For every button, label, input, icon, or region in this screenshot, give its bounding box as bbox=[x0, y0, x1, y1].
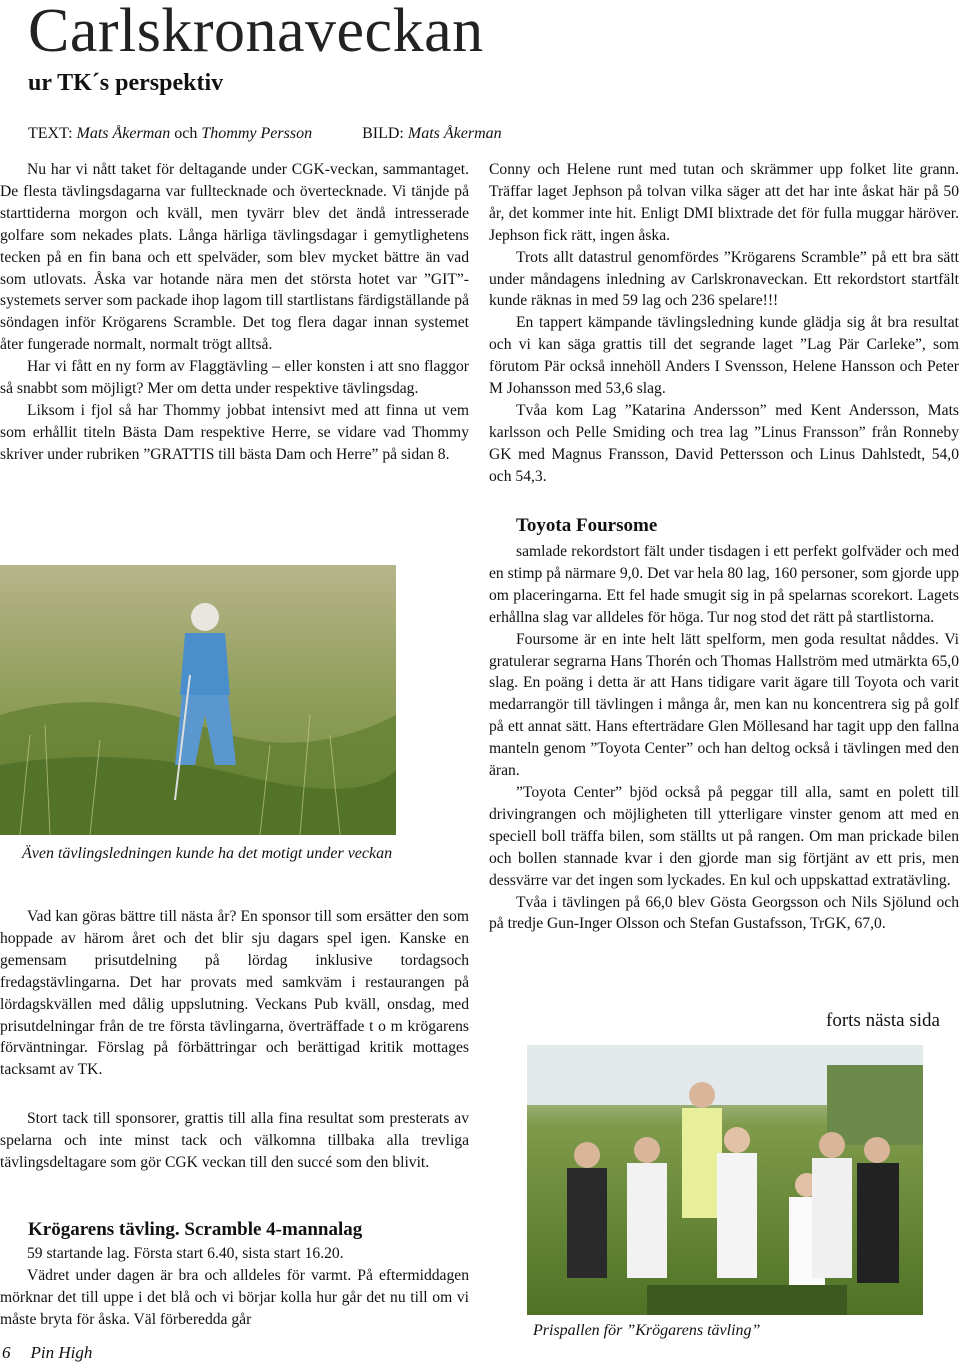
and-word: och bbox=[174, 125, 198, 142]
section-heading-toyota: Toyota Foursome bbox=[516, 515, 658, 536]
paragraph: Tvåa kom Lag ”Katarina Andersson” med Kent Andersson, Mats karlsson och Pelle Smiding och trea lag ”Linus Fransson” från Ronneby GK med Magnus Fransson, David Pettersson och Linus Dahlstedt, 54,0 och 54,3. bbox=[489, 401, 959, 485]
paragraph: Vad kan göras bättre till nästa år? En sponsor till som ersätter den som hoppade av härom året och det blir sju dagars spel igen. Kanske en gemensam prisutdelning på lördag inklusive tordagsoch fredagstävlingarna. Det har provats med samkväm i restaurangen på lördagskvällen med dålig uppslutning. Veckans Pub kväll, onsdag, med prisutdelningar från de tre första tävlingarna, överträffade t o m krögarens förväntningar. Förslag på förbättringar och berättigad kritik mottages tacksamt av TK. bbox=[0, 908, 469, 1079]
left-column-krogarens bbox=[0, 1243, 469, 1331]
paragraph: Stort tack till sponsorer, grattis till alla fina resultat som presterats av spelarna och inte minst tack och välkomna tillbaka alla trevliga tävlingsdeltagare som gör CGK veckan till den succé som den blivit. bbox=[0, 1110, 469, 1171]
photo-caption-right: Prispallen för ”Krögarens tävling” bbox=[533, 1322, 761, 1339]
text-author-2: Thommy Persson bbox=[201, 125, 313, 142]
right-column-intro bbox=[489, 159, 959, 488]
paragraph: Tvåa i tävlingen på 66,0 blev Gösta Georgsson och Nils Sjölund och på tredje Gun-Inger Olsson och Stefan Gustafsson, TrGK, 67,0. bbox=[489, 893, 959, 933]
section-heading-krogarens: Krögarens tävling. Scramble 4-mannalag bbox=[28, 1219, 363, 1240]
paragraph: Nu har vi nått taket för deltagande under CGK-veckan, sammantaget. De flesta tävlingsdagarna var fulltecknade och övertecknade. Vi tänjde på starttiderna morgon och kväll, men tyvärr blev det ändå intresserade golfare som nekades plats. Långa härliga tävlingsdagar i gemytlighetens tecken på en fin bana och ett spelväder, som blev mycket bättre än vad som utlovats. Åska var hotande nära men det största hotet var ”GIT”-systemets server som packade ihop lagom till startlistans färdigställande på söndagen inför Krögarens Scramble. Det tog flera dagar innan systemet åter fungerade normalt, normalt trögt alltså. bbox=[0, 161, 469, 354]
page-footer bbox=[2, 1343, 92, 1363]
photo-caption-left: Även tävlingsledningen kunde ha det motigt under veckan bbox=[22, 845, 393, 862]
photo-author: Mats Åkerman bbox=[407, 125, 502, 142]
byline bbox=[28, 125, 502, 143]
paragraph: En tappert kämpande tävlingsledning kunde glädja sig åt bra resultat och vi kan säga grattis till det segrande laget ”Lag Pär Carleke”, som förutom Pär också innehöll Anders I Svensson, Helene Hansson och Peter M Johansson med 53,6 slag. bbox=[489, 314, 959, 398]
paragraph: ”Toyota Center” bjöd också på peggar till alla, samt en polett till drivingrangen och möjligheten till ytterligare vinster genom att med en speciell boll träffa bilen, som ställts ut på rangen. Om man prickade bilen och bollen stannade kvar i den gjorde man sig förtjänt av ett pris, men dessvärre var det ingen som lyckades. En kul och uppskattad extratävling. bbox=[489, 783, 959, 889]
paragraph: samlade rekordstort fält under tisdagen i ett perfekt golfväder och med en stimp på närmare 9,0. Det var hela 80 lag, 160 personer, som gjorde upp om placeringarna. Ett fel hade smugit sig in på spelarnas scorekort. Lagets erhållna slag var alldeles för höga. Tur nog stod det rätt på startlistorna. bbox=[489, 543, 959, 626]
left-column-thanks bbox=[0, 1108, 469, 1174]
paragraph: Conny och Helene runt med tutan och skrämmer upp folket lite grann. Träffar laget Jephson på tolvan vilka säger att det har inte åskat här på 50 år, det kommer inte hit. Enligt DMI blixtrade det för fulla muggar häröver. Jephson fick rätt, ingen åska. bbox=[489, 161, 959, 244]
photo-winners-image bbox=[527, 1045, 923, 1315]
photo-label: BILD: bbox=[362, 125, 404, 142]
right-column-toyota bbox=[489, 541, 959, 935]
text-label: TEXT: bbox=[28, 125, 73, 142]
photo-prize-winners bbox=[527, 1045, 923, 1315]
paragraph: Liksom i fjol så har Thommy jobbat intensivt med att finna ut vem som erhållit titeln Bästa Dam respektive Herre, se vidare vad Thommy skriver under rubriken ”GRATTIS till bästa Dam och Herre” på sidan 8. bbox=[0, 401, 469, 463]
text-author: Mats Åkerman bbox=[76, 125, 171, 142]
page-number: 6 bbox=[2, 1343, 11, 1362]
paragraph: Trots allt datastrul genomfördes ”Krögarens Scramble” på ett bra sätt under måndagens inledning av Carlskronaveckan. Ett rekordstort startfält kunde räknas in med 59 lag och 236 spelare!!! bbox=[489, 248, 959, 310]
paragraph: Har vi fått en ny form av Flaggtävling – eller konsten i att sno flaggor så snabbt som möjligt? Mer om detta under respektive tävlingsdag. bbox=[0, 358, 469, 398]
paragraph: 59 startande lag. Första start 6.40, sista start 16.20. bbox=[27, 1245, 344, 1262]
paragraph: Foursome är en inte helt lätt spelform, men goda resultat nåddes. Vi gratulerar segrarna Hans Thorén och Thomas Hallström med utmärkta 65,0 slag. En poäng i detta är att Hans tidigare varit ägare till Toyota och varit medarrangör till tävlingen i många år, men kan nu koncentrera sig på golf på ett annat sätt. Hans efterträdare Glen Möllesand har tagit upp den fallna manteln genom ”Toyota Center” och han deltog också i tävlingen med den äran. bbox=[489, 630, 959, 780]
continued-next-page: forts nästa sida bbox=[826, 1010, 940, 1031]
photo-golfer-in-rough bbox=[0, 565, 396, 835]
article-title: Carlskronaveckan bbox=[28, 0, 484, 65]
magazine-name: Pin High bbox=[30, 1343, 93, 1362]
left-column-intro bbox=[0, 159, 469, 466]
paragraph: Vädret under dagen är bra och alldeles för varmt. På eftermiddagen mörknar det till uppe i det blå och vi börjar kolla hur går det nu till om vi måste bryta för åska. Väl förberedda går bbox=[0, 1266, 469, 1328]
photo-golfer-image bbox=[0, 565, 396, 835]
left-column-improvements bbox=[0, 906, 469, 1081]
article-subtitle: ur TK´s perspektiv bbox=[28, 70, 224, 96]
